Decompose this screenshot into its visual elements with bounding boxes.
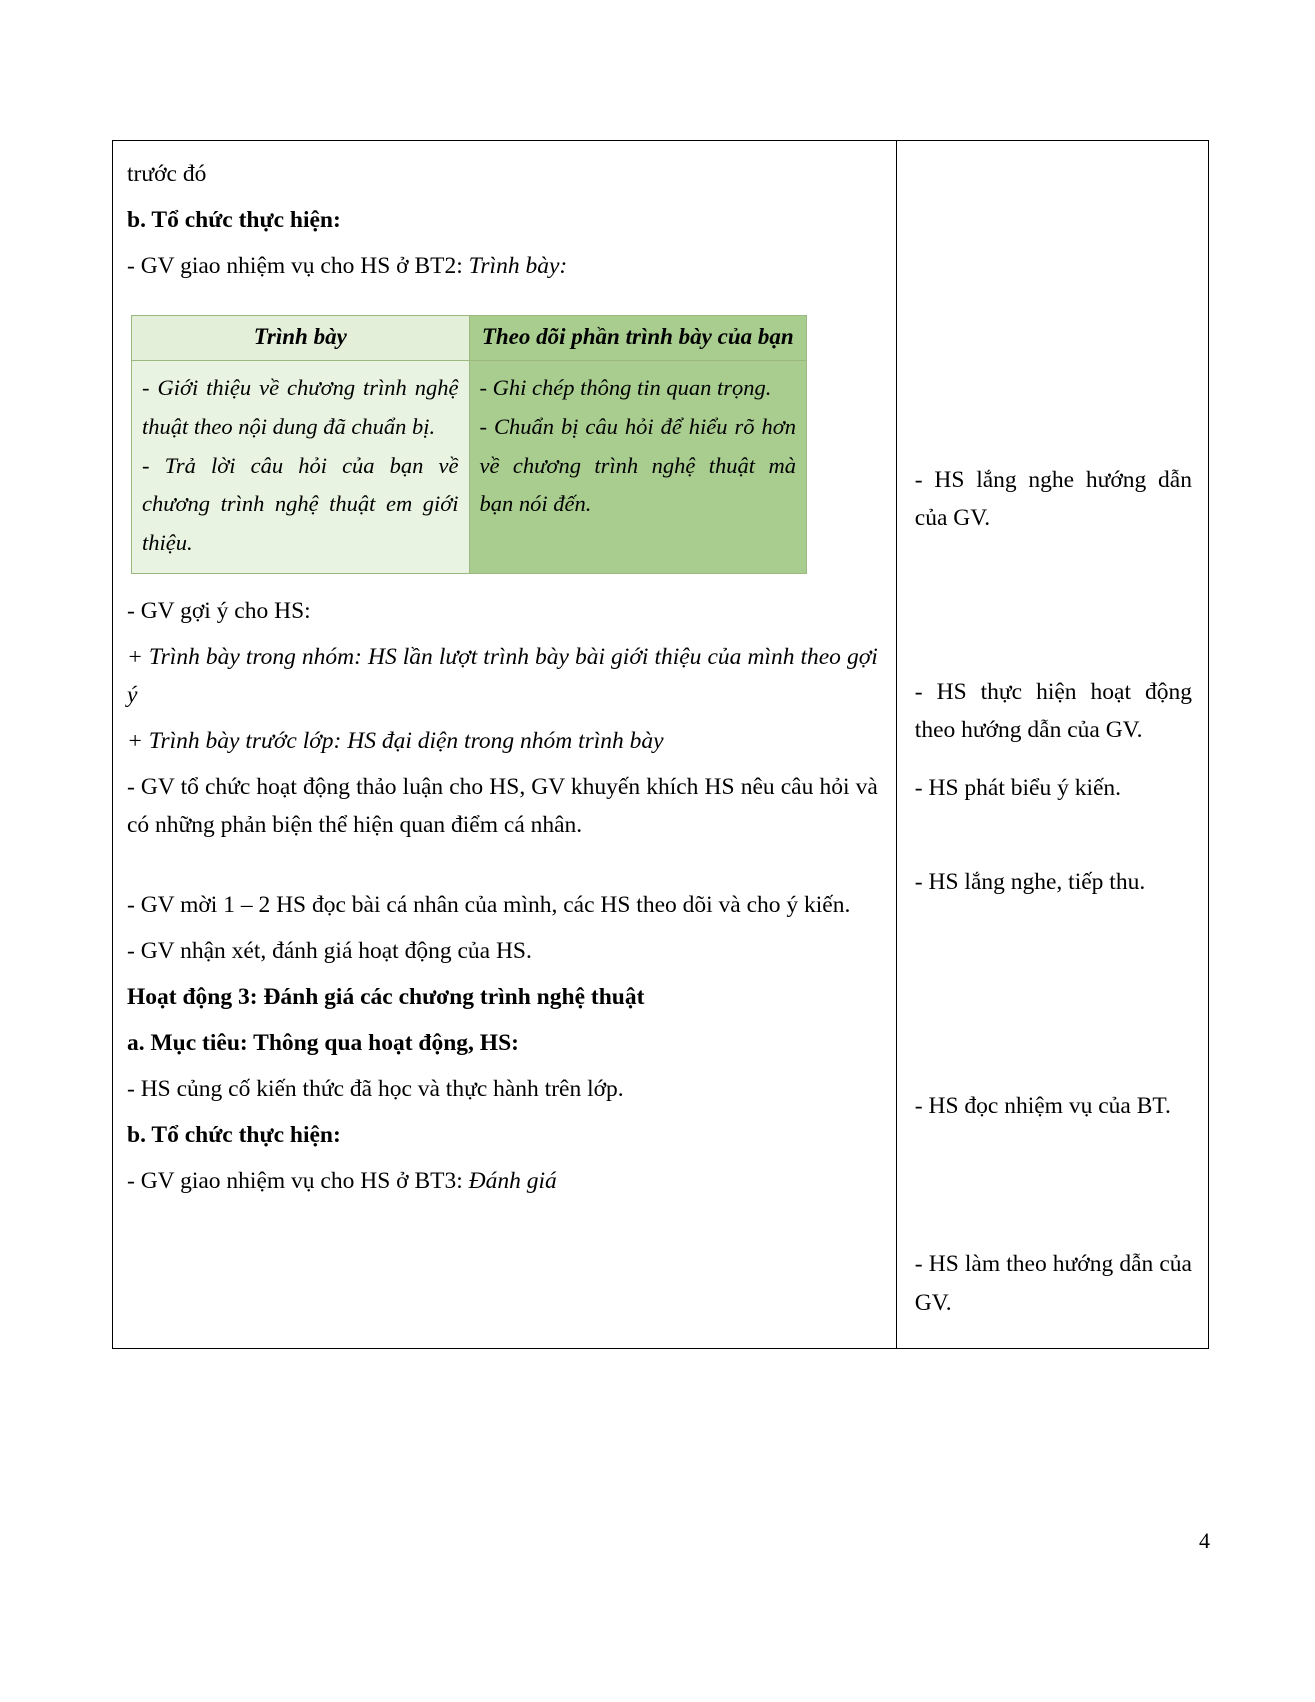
student-item-3: - HS phát biểu ý kiến. [914,775,1122,802]
goal-a-heading: a. Mục tiêu: Thông qua hoạt động, HS: [127,1030,519,1057]
present-item-1: - Giới thiệu về chương trình nghệ thuật theo nội dung đã chuẩn bị. [142,375,459,439]
presentation-table [131,315,807,573]
student-activity-cell [896,141,1208,1349]
student-item-6: - HS làm theo hướng dẫn của GV. [914,1251,1192,1316]
goal-a-detail: - HS củng cố kiến thức đã học và thực hành trên lớp. [127,1076,624,1103]
student-item-4: - HS lắng nghe, tiếp thu. [914,869,1146,896]
student-item-2: - HS thực hiện hoạt động theo hướng dẫn của GV. [914,679,1192,744]
table-row [113,141,1209,1349]
follow-item-2: - Chuẩn bị câu hỏi để hiểu rõ hơn về chương trình nghệ thuật mà bạn nói đến. [479,413,796,517]
evaluate-line: - GV nhận xét, đánh giá hoạt động của HS. [127,938,532,965]
inner-green-table-wrapper [113,311,896,585]
suggest-intro: - GV gợi ý cho HS: [127,597,311,624]
task-bt3-line [127,1162,878,1200]
heading-organization-2: b. Tổ chức thực hiện: [127,1122,341,1149]
present-item-2: - Trả lời câu hỏi của bạn về chương trình nghệ thuật em giới thiệu. [142,452,459,555]
lesson-plan-table [112,140,1209,1349]
heading-organization: b. Tổ chức thực hiện: [127,207,341,234]
invite-line: - GV mời 1 – 2 HS đọc bài cá nhân của mình, các HS theo dõi và cho ý kiến. [127,892,851,918]
suggest-2: + Trình bày trước lớp: HS đại diện trong nhóm trình bày [127,727,664,754]
task-bt2-line: - GV giao nhiệm vụ cho HS ở BT2: Trình bày: [127,253,568,280]
teacher-activity-cell [113,141,897,1349]
activity-3-title: Hoạt động 3: Đánh giá các chương trình nghệ thuật [127,984,645,1011]
discussion-line: - GV tổ chức hoạt động thảo luận cho HS, GV khuyến khích HS nêu câu hỏi và có những phản biện thể hiện quan điểm cá nhân. [127,773,878,838]
inner-header-present: Trình bày [132,316,470,361]
task-bt3-italic: Đánh giá [468,1168,557,1195]
inner-body-row [132,361,807,573]
task-bt2-italic: Trình bày: [468,253,568,280]
intro-line: trước đó [127,161,207,187]
student-item-5: - HS đọc nhiệm vụ của BT. [914,1093,1171,1120]
student-item-1: - HS lắng nghe hướng dẫn của GV. [914,467,1192,532]
inner-header-follow: Theo dõi phần trình bày của bạn [469,316,807,361]
task-bt3-prefix: - GV giao nhiệm vụ cho HS ở BT3: [127,1168,469,1195]
suggest-1: + Trình bày trong nhóm: HS lần lượt trình bày bài giới thiệu của mình theo gợi ý [127,643,878,708]
inner-header-row [132,316,807,361]
inner-body-follow [469,361,807,573]
follow-item-1: - Ghi chép thông tin quan trọng. [479,375,772,401]
page-number: 4 [1199,1528,1210,1553]
inner-body-present [132,361,470,573]
